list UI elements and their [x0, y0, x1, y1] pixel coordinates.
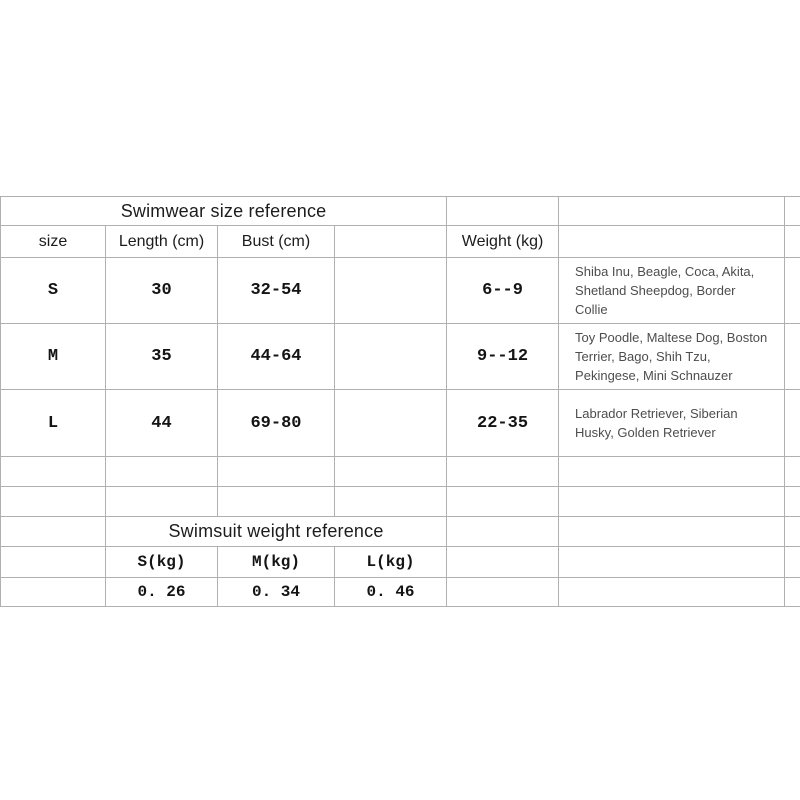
empty-cell [335, 390, 447, 457]
empty-cell [218, 487, 335, 517]
size-l-label: L [1, 390, 106, 457]
size-l-bust: 69-80 [218, 390, 335, 457]
empty-cell [559, 578, 785, 607]
weight-table-value-row [1, 578, 800, 607]
empty-cell [106, 457, 218, 487]
empty-cell [447, 457, 559, 487]
empty-cell [785, 547, 800, 578]
empty-cell [559, 457, 785, 487]
empty-row [1, 457, 800, 487]
empty-cell [335, 226, 447, 258]
weight-value-l: 0. 46 [335, 578, 447, 607]
empty-cell [1, 547, 106, 578]
empty-cell [218, 457, 335, 487]
empty-cell [447, 197, 559, 226]
empty-cell [106, 487, 218, 517]
size-l-length: 44 [106, 390, 218, 457]
size-l-weight: 22-35 [447, 390, 559, 457]
size-reference-chart [0, 196, 800, 607]
size-s-label: S [1, 258, 106, 324]
size-s-breeds: Shiba Inu, Beagle, Coca, Akita, Shetland Sheepdog, Border Collie [559, 258, 785, 324]
empty-cell [447, 547, 559, 578]
empty-cell [335, 457, 447, 487]
empty-cell [559, 487, 785, 517]
empty-cell [335, 487, 447, 517]
size-m-weight: 9--12 [447, 324, 559, 390]
weight-table-header-row [1, 547, 800, 578]
empty-cell [447, 517, 559, 547]
weight-table-title-row [1, 517, 800, 547]
weight-table-title: Swimsuit weight reference [106, 517, 447, 547]
empty-cell [785, 487, 800, 517]
empty-cell [1, 517, 106, 547]
weight-header-s: S(kg) [106, 547, 218, 578]
size-s-bust: 32-54 [218, 258, 335, 324]
size-l-breeds: Labrador Retriever, Siberian Husky, Golden Retriever [559, 390, 785, 457]
table-row-size-s [1, 258, 800, 324]
empty-cell [785, 390, 800, 457]
empty-cell [785, 197, 800, 226]
header-weight: Weight (kg) [447, 226, 559, 258]
empty-cell [785, 578, 800, 607]
empty-cell [785, 324, 800, 390]
empty-cell [785, 517, 800, 547]
empty-row [1, 487, 800, 517]
size-m-breeds: Toy Poodle, Maltese Dog, Boston Terrier, Bago, Shih Tzu, Pekingese, Mini Schnauzer [559, 324, 785, 390]
header-length: Length (cm) [106, 226, 218, 258]
empty-cell [559, 547, 785, 578]
size-table-header-row [1, 226, 800, 258]
empty-cell [559, 197, 785, 226]
empty-cell [1, 487, 106, 517]
header-bust: Bust (cm) [218, 226, 335, 258]
size-m-length: 35 [106, 324, 218, 390]
weight-value-s: 0. 26 [106, 578, 218, 607]
empty-cell [1, 578, 106, 607]
size-s-weight: 6--9 [447, 258, 559, 324]
size-m-label: M [1, 324, 106, 390]
size-table-title: Swimwear size reference [1, 197, 447, 226]
size-table-title-row [1, 197, 800, 226]
empty-cell [1, 457, 106, 487]
empty-cell [785, 258, 800, 324]
empty-cell [335, 324, 447, 390]
size-s-length: 30 [106, 258, 218, 324]
table-row-size-m [1, 324, 800, 390]
weight-value-m: 0. 34 [218, 578, 335, 607]
empty-cell [785, 457, 800, 487]
header-size: size [1, 226, 106, 258]
size-m-bust: 44-64 [218, 324, 335, 390]
table-row-size-l [1, 390, 800, 457]
empty-cell [447, 487, 559, 517]
empty-cell [335, 258, 447, 324]
empty-cell [559, 517, 785, 547]
empty-cell [559, 226, 785, 258]
empty-cell [447, 578, 559, 607]
swimwear-size-table [0, 196, 800, 607]
empty-cell [785, 226, 800, 258]
weight-header-l: L(kg) [335, 547, 447, 578]
weight-header-m: M(kg) [218, 547, 335, 578]
